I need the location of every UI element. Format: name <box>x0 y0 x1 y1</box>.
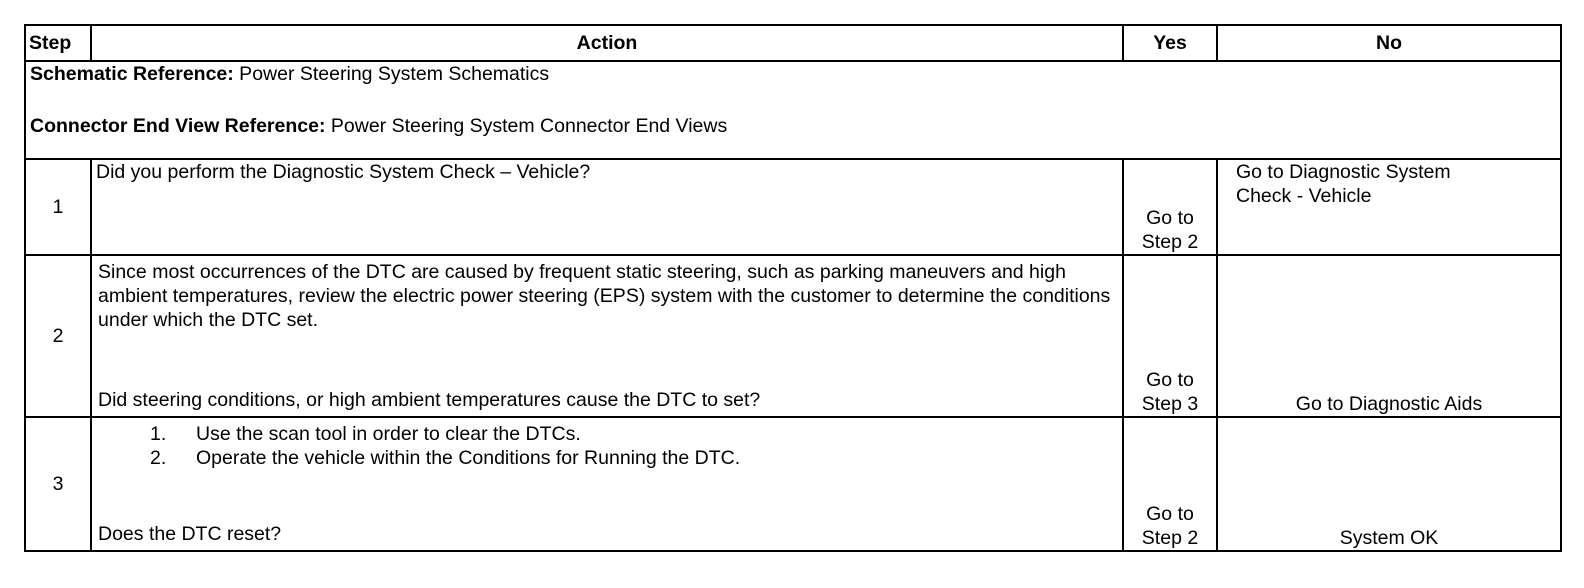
schematic-reference-link[interactable]: Power Steering System Schematics <box>233 63 550 85</box>
action-text: Did you perform the Diagnostic System Check – Vehicle? <box>96 161 591 183</box>
substep-text: Use the scan tool in order to clear the DTCs. <box>196 423 581 445</box>
header-action: Action <box>91 25 1123 61</box>
substep-item <box>98 446 1116 470</box>
reference-cell <box>25 61 1561 159</box>
action-question: Does the DTC reset? <box>98 523 282 545</box>
action-question: Did steering conditions, or high ambient temperatures cause the DTC to set? <box>98 389 761 411</box>
step-number: 1 <box>25 159 91 255</box>
yes-cell[interactable] <box>1123 255 1217 417</box>
header-yes: Yes <box>1123 25 1217 61</box>
connector-reference <box>30 114 1556 138</box>
no-cell[interactable] <box>1217 159 1561 255</box>
yes-cell[interactable] <box>1123 159 1217 255</box>
table-row <box>25 159 1561 255</box>
no-line-2: Check - Vehicle <box>1236 185 1372 207</box>
step-number: 2 <box>25 255 91 417</box>
action-cell <box>91 417 1123 551</box>
action-paragraph: Since most occurrences of the DTC are caused by frequent static steering, such as parking maneuvers and high ambient temperatures, review the electric power steering (EPS) system with the customer to determine the conditions under which the DTC set. <box>98 261 1111 331</box>
schematic-reference-label: Schematic Reference: <box>30 63 234 85</box>
header-no: No <box>1217 25 1561 61</box>
yes-line-1: Go to <box>1146 207 1194 229</box>
yes-line-2: Step 2 <box>1141 231 1199 253</box>
substep-list <box>98 422 1116 470</box>
reference-row <box>25 61 1561 159</box>
substep-text: Operate the vehicle within the Conditions for Running the DTC. <box>196 447 741 469</box>
yes-line-2: Step 2 <box>1141 527 1199 549</box>
yes-line-2: Step 3 <box>1141 393 1199 415</box>
header-step: Step <box>25 25 91 61</box>
action-cell <box>91 159 1123 255</box>
schematic-reference <box>30 62 1556 86</box>
no-cell[interactable]: Go to Diagnostic Aids <box>1217 255 1561 417</box>
connector-reference-label: Connector End View Reference: <box>30 115 326 137</box>
action-cell <box>91 255 1123 417</box>
substep-number: 1. <box>150 423 167 445</box>
no-line-1: Go to Diagnostic System <box>1236 161 1451 183</box>
substep-number: 2. <box>150 447 167 469</box>
header-row <box>25 25 1561 61</box>
yes-cell[interactable] <box>1123 417 1217 551</box>
substep-item <box>98 422 1116 446</box>
table-row <box>25 255 1561 417</box>
yes-line-1: Go to <box>1146 503 1194 525</box>
no-cell[interactable]: System OK <box>1217 417 1561 551</box>
step-number: 3 <box>25 417 91 551</box>
table-row <box>25 417 1561 551</box>
connector-reference-link[interactable]: Power Steering System Connector End Views <box>325 115 728 137</box>
diagnostic-table <box>24 24 1562 552</box>
yes-line-1: Go to <box>1146 369 1194 391</box>
